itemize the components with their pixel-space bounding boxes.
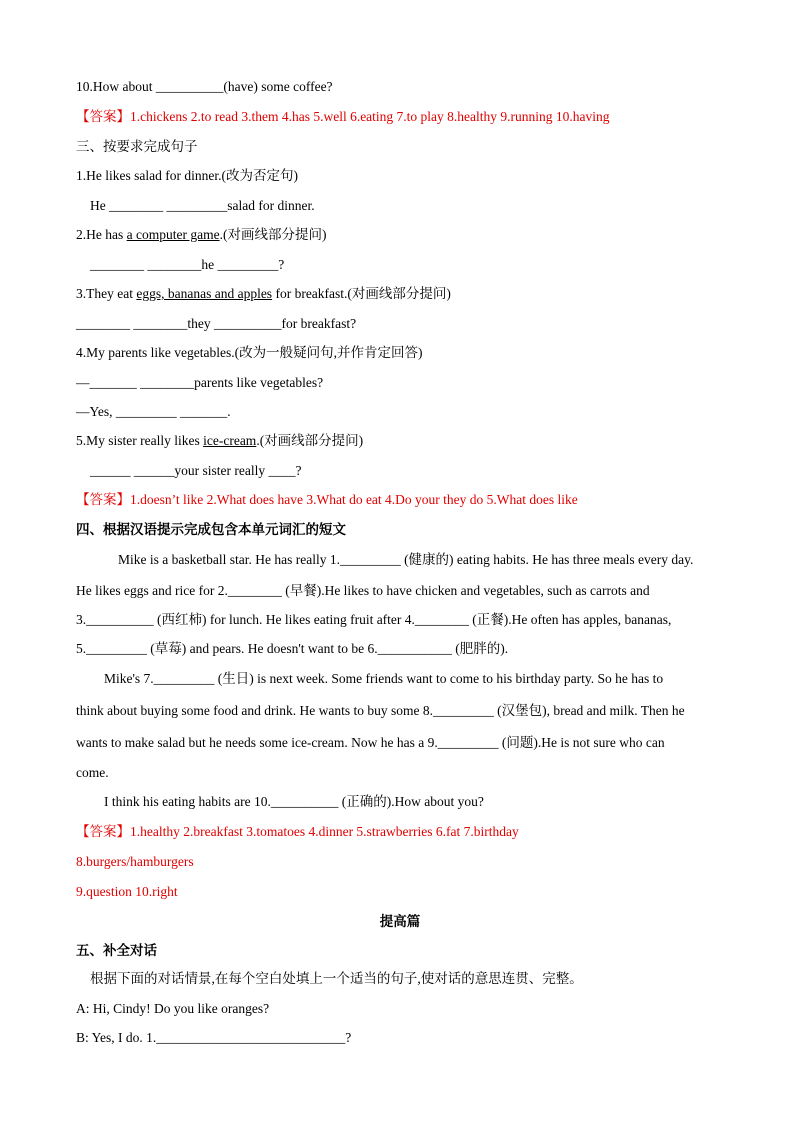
sentence-5-prompt [76, 432, 363, 450]
passage-line-5: Mike's 7._________ (生日) is next week. Some friends want to come to his birthday party. So he has to [104, 671, 664, 686]
passage-line-6: think about buying some food and drink. He wants to buy some 8._________ (汉堡包), bread and milk. Then he [76, 703, 685, 718]
question-10: 10.How about __________(have) some coffee? [76, 79, 333, 94]
sentence-5-instruction: .(对画线部分提问) [256, 433, 364, 448]
sentence-5-underlined: ice-cream [203, 433, 257, 448]
dialogue-line-b: B: Yes, I do. 1.____________________________? [76, 1030, 352, 1045]
sentence-2-instruction: .(对画线部分提问) [219, 227, 327, 242]
passage-line-4: 5._________ (草莓) and pears. He doesn't want to be 6.___________ (肥胖的). [76, 641, 509, 656]
dialogue-line-a: A: Hi, Cindy! Do you like oranges? [76, 1001, 270, 1016]
answer-key-section-3: 【答案】1.doesn’t like 2.What does have 3.What do eat 4.Do your they do 5.What does like [76, 492, 578, 507]
sentence-2-underlined: a computer game [126, 227, 220, 242]
sentence-3-text: 3.They eat [76, 286, 137, 301]
passage-line-9: I think his eating habits are 10.__________ (正确的).How about you? [104, 794, 484, 809]
sentence-5-text: 5.My sister really likes [76, 433, 204, 448]
section-3-heading: 三、按要求完成句子 [76, 139, 198, 154]
answer-key-section-4-line-1: 【答案】1.healthy 2.breakfast 3.tomatoes 4.dinner 5.strawberries 6.fat 7.birthday [76, 824, 519, 839]
sentence-5-blank: ______ ______your sister really ____? [90, 463, 302, 478]
passage-line-1: Mike is a basketball star. He has really 1._________ (健康的) eating habits. He has three meals every day. [118, 552, 694, 567]
sentence-2-blank: ________ ________he _________? [90, 257, 285, 272]
passage-line-8: come. [76, 765, 109, 780]
sentence-3-blank: ________ ________they __________for breakfast? [76, 316, 357, 331]
sentence-4-answer-blank: —Yes, _________ _______. [76, 404, 231, 419]
sentence-3-underlined: eggs, bananas and apples [136, 286, 273, 301]
answer-key-section-4-line-2: 8.burgers/hamburgers [76, 854, 194, 869]
sentence-2-text: 2.He has [76, 227, 127, 242]
sentence-3-prompt [76, 285, 451, 303]
sentence-4-prompt: 4.My parents like vegetables.(改为一般疑问句,并作肯定回答) [76, 345, 423, 360]
section-5-heading: 五、补全对话 [76, 943, 157, 958]
answer-key-section-2: 【答案】1.chickens 2.to read 3.them 4.has 5.well 6.eating 7.to play 8.healthy 9.running 10.having [76, 109, 610, 124]
advanced-section-title: 提高篇 [379, 914, 421, 929]
sentence-1-blank: He ________ _________salad for dinner. [90, 198, 315, 213]
sentence-2-prompt [76, 226, 326, 244]
section-4-heading: 四、根据汉语提示完成包含本单元词汇的短文 [76, 522, 346, 537]
passage-line-2: He likes eggs and rice for 2.________ (早餐).He likes to have chicken and vegetables, such as carrots and [76, 583, 650, 598]
sentence-3-instruction: for breakfast.(对画线部分提问) [272, 286, 451, 301]
sentence-4-question-blank: —_______ ________parents like vegetables? [76, 375, 324, 390]
passage-line-3: 3.__________ (西红柿) for lunch. He likes eating fruit after 4.________ (正餐).He often has apples, bananas, [76, 612, 672, 627]
section-5-instruction: 根据下面的对话情景,在每个空白处填上一个适当的句子,使对话的意思连贯、完整。 [90, 971, 583, 986]
sentence-1-prompt: 1.He likes salad for dinner.(改为否定句) [76, 168, 298, 183]
answer-key-section-4-line-3: 9.question 10.right [76, 884, 178, 899]
passage-line-7: wants to make salad but he needs some ice-cream. Now he has a 9._________ (问题).He is not sure who can [76, 735, 665, 750]
